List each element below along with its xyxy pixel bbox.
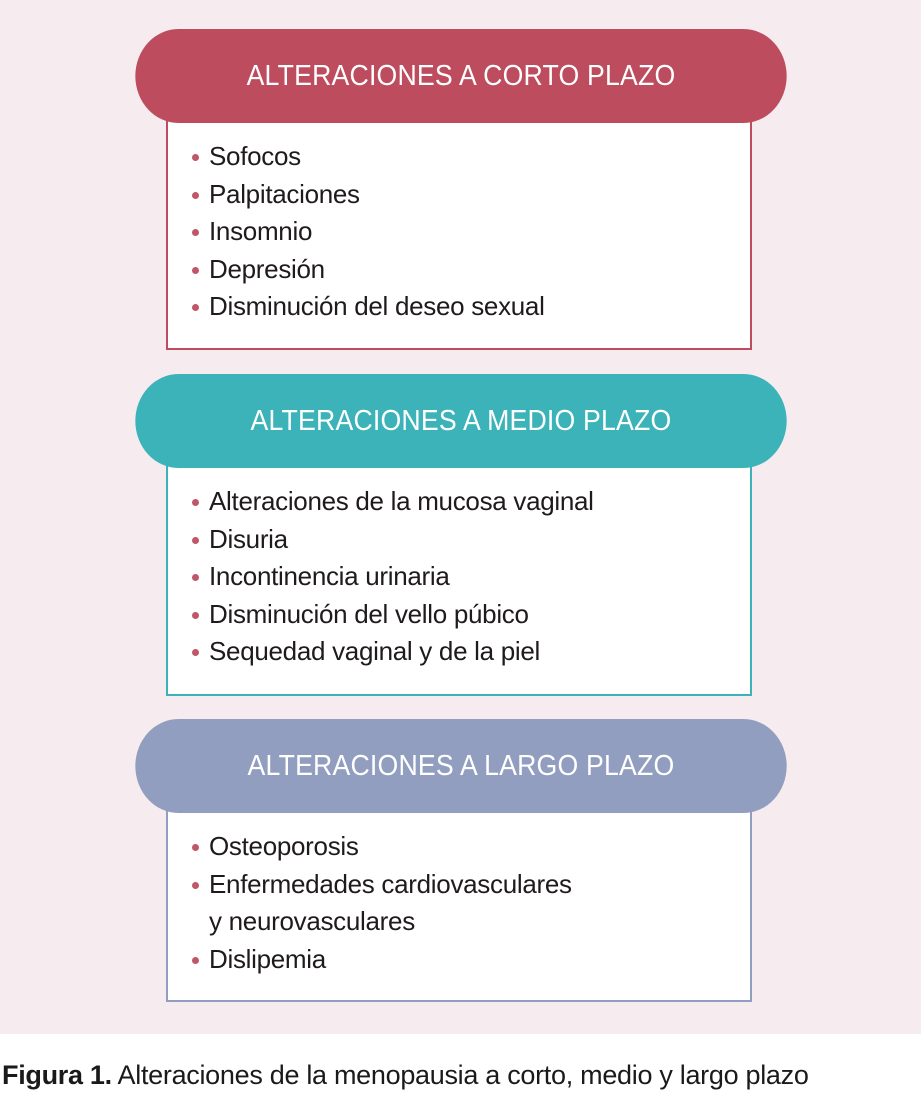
list-item	[192, 288, 545, 326]
list-item	[192, 596, 594, 634]
bullet-icon	[192, 192, 199, 199]
medium-term-header	[135, 374, 786, 468]
list-item	[192, 941, 572, 979]
list-item-text: Dislipemia	[209, 943, 326, 974]
list-item-text: Osteoporosis	[209, 831, 359, 861]
list-item-text: y neurovasculares	[209, 906, 415, 936]
bullet-icon	[192, 499, 199, 506]
short-term-box	[166, 110, 752, 350]
list-item-text: Disminución del vello púbico	[209, 598, 529, 629]
bullet-icon	[192, 882, 199, 889]
list-item	[192, 866, 572, 941]
list-item	[192, 176, 545, 214]
short-term-list	[192, 138, 545, 326]
caption-label: Figura 1.	[2, 1060, 112, 1090]
figure-caption	[2, 1060, 809, 1091]
list-item-text: Palpitaciones	[209, 178, 360, 209]
list-item-text: Disminución del deseo sexual	[209, 291, 545, 321]
list-item-text: Disuria	[209, 523, 288, 554]
medium-term-list	[192, 483, 594, 671]
list-item	[192, 558, 594, 596]
list-item	[192, 828, 572, 866]
list-item-text: Alteraciones de la mucosa vaginal	[209, 486, 594, 516]
bullet-icon	[192, 612, 199, 619]
long-term-title: ALTERACIONES A LARGO PLAZO	[247, 749, 675, 782]
bullet-icon	[192, 649, 199, 656]
short-term-title: ALTERACIONES A CORTO PLAZO	[246, 59, 676, 92]
list-item-text: Insomnio	[209, 216, 313, 246]
bullet-icon	[192, 574, 199, 581]
long-term-box	[166, 800, 752, 1002]
bullet-icon	[192, 304, 199, 311]
bullet-icon	[192, 267, 199, 274]
list-item	[192, 213, 545, 251]
list-item	[192, 138, 545, 176]
caption-text: Alteraciones de la menopausia a corto, medio y largo plazo	[117, 1060, 809, 1090]
list-item-text: Enfermedades cardiovasculares	[209, 868, 572, 899]
short-term-header	[135, 29, 786, 123]
medium-term-box	[166, 455, 752, 696]
bullet-icon	[192, 844, 199, 851]
list-item-text: Depresión	[209, 253, 325, 284]
long-term-list	[192, 828, 572, 978]
list-item-text: Incontinencia urinaria	[209, 561, 450, 591]
bullet-icon	[192, 537, 199, 544]
bullet-icon	[192, 154, 199, 161]
medium-term-title: ALTERACIONES A MEDIO PLAZO	[250, 404, 672, 437]
list-item	[192, 633, 594, 671]
list-item	[192, 521, 594, 559]
list-item-text: Sofocos	[209, 141, 301, 171]
bullet-icon	[192, 957, 199, 964]
list-item	[192, 251, 545, 289]
bullet-icon	[192, 229, 199, 236]
list-item-text: Sequedad vaginal y de la piel	[209, 636, 541, 666]
list-item	[192, 483, 594, 521]
long-term-header	[135, 719, 786, 813]
